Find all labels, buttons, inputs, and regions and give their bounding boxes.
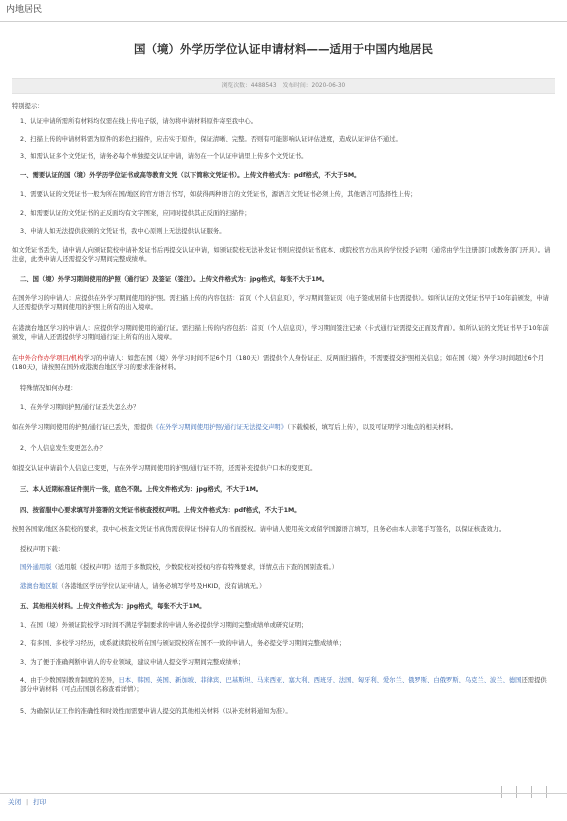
paragraph bbox=[12, 707, 555, 716]
download-link[interactable]: 港澳台地区版 bbox=[20, 582, 58, 590]
paragraph bbox=[12, 582, 555, 591]
paragraph-text: 3、为了便于准确判断申请人的专业领域，建议申请人提交学习期间完整成绩单； bbox=[20, 658, 245, 666]
paragraph bbox=[12, 639, 555, 648]
paragraph-text: 在国外学习的申请人：应提供在外学习期间使用的护照。需扫描上传的内容包括：首页（个人信息页），学习期间签证页（电子签或居留卡也需提供）。如所认证的文凭证书早于10年前颁发，申请人还需提供学习期间使用的护照上所有的出入境章。 bbox=[12, 294, 549, 312]
paragraph bbox=[12, 190, 555, 199]
highlight-text: 中外合作办学项目/机构 bbox=[18, 354, 84, 362]
paragraph-text: 二、国（境）外学习期间使用的护照（通行证）及签证（签注）。上传文件格式为：jpg格式，每张不大于1M。 bbox=[20, 276, 329, 284]
paragraph-text: （适用版《授权声明》适用于多数院校，少数院校对授权内容有特殊要求，详情点击下查的国别查看。） bbox=[51, 564, 338, 572]
paragraph-text: 还需提供部分申请材料（可点击国别名称查看详情）； bbox=[20, 677, 547, 694]
paragraph bbox=[12, 485, 555, 494]
paragraph bbox=[12, 135, 555, 144]
paragraph-text: 5、为确保认证工作的准确性和时效性而需要申请人提交的其他相关材料（以补充材料通知为准）。 bbox=[20, 707, 292, 715]
print-link[interactable]: 打印 bbox=[33, 797, 47, 806]
paragraph bbox=[12, 354, 555, 373]
footer-separator: | bbox=[26, 797, 29, 806]
download-link[interactable]: 国外通用版 bbox=[20, 564, 52, 572]
paragraph-text: 如提交认证申请前个人信息已变更，与在外学习期间使用的护照/通行证不符，还需补充提供户口本的变更页。 bbox=[12, 465, 317, 473]
page-title: 国（境）外学历学位认证申请材料——适用于中国内地居民 bbox=[134, 42, 433, 56]
paragraph bbox=[12, 602, 555, 611]
paragraph bbox=[12, 294, 555, 313]
paragraph bbox=[12, 275, 555, 284]
paragraph-text: 三、本人近期标准证件照片一张，底色不限。上传文件格式为：jpg格式，不大于1M。 bbox=[20, 485, 263, 493]
publish-date: 发布时间：2020-06-30 bbox=[282, 82, 346, 89]
views-count: 浏览次数：4488543 bbox=[221, 82, 277, 89]
paragraph bbox=[12, 171, 555, 180]
paragraph-text: 3、如需认证多个文凭证书，请务必每个单独提交认证申请，请勿在一个认证申请里上传多个文凭证书。 bbox=[20, 153, 308, 161]
paragraph bbox=[12, 246, 555, 265]
paragraph-text: 1、在外学习期间护照/通行证丢失怎么办？ bbox=[20, 403, 140, 411]
paragraph bbox=[12, 152, 555, 161]
article-meta bbox=[12, 78, 555, 94]
paragraph bbox=[12, 324, 555, 343]
breadcrumb bbox=[0, 0, 567, 22]
paragraph bbox=[12, 209, 555, 218]
notice-heading: 特别提示： bbox=[12, 103, 44, 110]
paragraph-text: 授权声明下载： bbox=[20, 545, 65, 553]
paragraph bbox=[12, 403, 555, 412]
paragraph bbox=[12, 444, 555, 453]
close-link[interactable]: 关闭 bbox=[8, 797, 21, 806]
paragraph-text: 1、在国（境）外颁证院校学习时间不满足学制要求的申请人务必提供学习期间完整成绩单或研究证明； bbox=[20, 621, 308, 629]
inline-link[interactable]: 《在外学习期间使用护照/通行证无法提交声明》 bbox=[152, 424, 288, 432]
paragraph-text: 一、需要认证的国（境）外学历学位证书或高等教育文凭（以下简称文凭证书）。上传文件格式为：pdf格式，不大于5M。 bbox=[20, 171, 361, 179]
paragraph-text: 四、按留服中心要求填写并签署的文凭证书核查授权声明。上传文件格式为：pdf格式，不大于1M。 bbox=[20, 507, 301, 515]
paragraph bbox=[12, 621, 555, 630]
paragraph-text: 特殊情况如何办理： bbox=[20, 385, 77, 393]
footer-bar bbox=[0, 793, 567, 811]
article-body bbox=[12, 94, 555, 716]
inline-link[interactable]: 日本、韩国、英国、新加坡、菲律宾、巴基斯坦、马来西亚、塞大利、西班牙、法国、匈牙利、爱尔兰、俄罗斯、白俄罗斯、乌克兰、波兰、德国 bbox=[118, 677, 522, 684]
paragraph-text: 如在外学习期间使用的护照/通行证已丢失，需提供 bbox=[12, 424, 153, 432]
paragraph-text: 4、由于少数国别教育制度的差异， bbox=[20, 677, 119, 684]
paragraph-text: 1、认证申请所需所有材料均仅需在线上传电子版，请勿将申请材料原件寄至我中心。 bbox=[20, 118, 257, 126]
paragraph bbox=[12, 227, 555, 236]
breadcrumb-label: 内地居民 bbox=[6, 4, 43, 15]
paragraph-text: 按照各国家/地区各院校的要求，我中心核查文凭证书真伪需获得证书持有人的书面授权。请申请人使用英文或留学国源语言填写，且务必由本人亲笔手写签名，以保证核查效力。 bbox=[12, 525, 506, 533]
paragraph-text: （下载模板，填写后上传），以及可证明学习地点的相关材料。 bbox=[287, 424, 458, 432]
paragraph-text: 2、扫描上传的申请材料需为原件的彩色扫描件，应击实于原件，保证清晰、完整。否则有可能影响认证评估进度，造成认证评估不通过。 bbox=[20, 135, 402, 143]
paragraph bbox=[12, 117, 555, 126]
paragraph-text: 如文凭证书丢失，请申请人向颁证院校申请补发证书后再提交认证申请，如颁证院校无法补发证书则应提供证书底本、或院校官方出具的学位授予证明（通常由学生注册部门或教务部门开具）。请注意，此类申请人还需提交学习期间完整成绩单。 bbox=[12, 246, 551, 263]
paragraph bbox=[12, 525, 555, 534]
paragraph-text: 1、需要认证的文凭证书一般为所在国/地区的官方语言书写，如获得两种语言的文凭证书，源语言文凭证书必须上传，其他语言可选择性上传； bbox=[20, 191, 417, 199]
paragraph-text: 2、如需要认证的文凭证书的正反面均有文字图案，应同时提供其正反面的扫描件； bbox=[20, 209, 251, 217]
paragraph-text: 在港澳台地区学习的申请人：应提供学习期间使用的通行证。需扫描上传的内容包括：首页（个人信息页），学习期间签注记录（卡式通行证需提交正面及背面）。如所认证的文凭证书早于10年前颁发，申请人还需提供学习期间通行证上所有的出入境章。 bbox=[12, 324, 549, 342]
paragraph bbox=[12, 423, 555, 432]
paragraph bbox=[12, 464, 555, 473]
paragraph bbox=[12, 563, 555, 572]
paragraph-text: （各港地区学历学位认证申请人，请务必填写学号及HKID，没有请填无。） bbox=[57, 582, 266, 590]
paragraph bbox=[12, 545, 555, 554]
paragraph bbox=[12, 506, 555, 515]
paragraph bbox=[12, 658, 555, 667]
paragraph bbox=[12, 676, 555, 695]
paragraph-text: 五、其他相关材料。上传文件格式为：jpg格式，每张不大于1M。 bbox=[20, 603, 206, 611]
paragraph-text: 2、个人信息发生变更怎么办？ bbox=[20, 444, 106, 452]
paragraph-text: 2、有多国、多校学习经历，或系就读院校所在国与颁证院校所在国不一致的申请人，务必提交学习期间完整成绩单； bbox=[20, 640, 346, 648]
paragraph-text: 在 bbox=[12, 354, 19, 362]
paragraph bbox=[12, 384, 555, 393]
paragraph-text: 学习的申请人：如您在国（境）外学习时间不足6个月（180天）需提供个人身份证正、反两面扫描件，不需要提交护照相关信息；如在国（境）外学习时间超过6个月(180天)，请按照在国外或港澳台地区学习的要求准备材料。 bbox=[12, 354, 545, 371]
paragraph-text: 3、申请人如无法提供获颁的文凭证书，我中心原则上无法提供认证服务。 bbox=[20, 228, 226, 236]
